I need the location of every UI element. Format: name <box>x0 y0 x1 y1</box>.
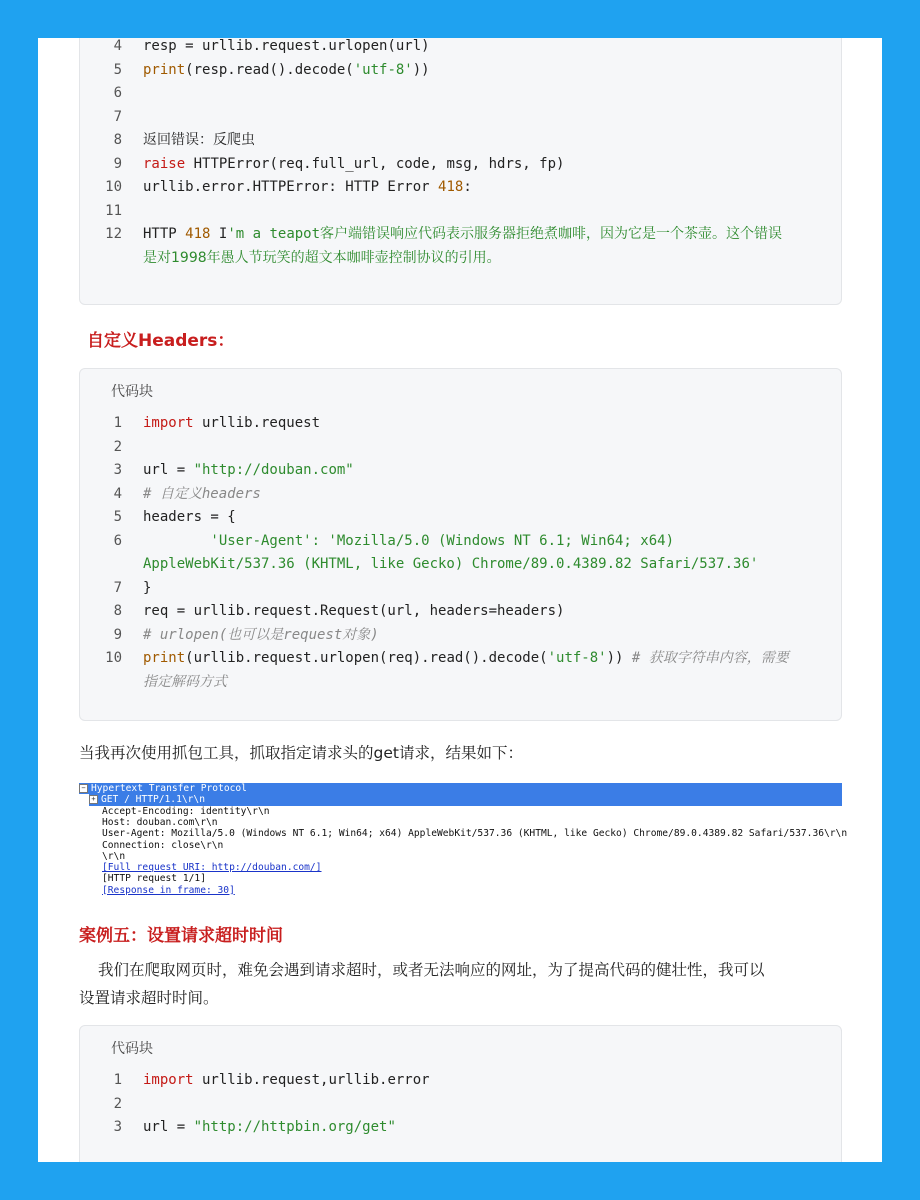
code-text: raise HTTPError(req.full_url, code, msg, hdrs, fp) <box>143 155 565 172</box>
code-text: import urllib.request <box>143 415 321 431</box>
capture-row[interactable] <box>102 851 865 862</box>
code-block-title: 代码块 <box>111 384 153 400</box>
capture-row[interactable] <box>79 783 842 794</box>
line-number: 9 <box>113 155 122 172</box>
capture-row-text: Accept-Encoding: identity\r\n <box>102 805 270 817</box>
line-number: 2 <box>113 1095 122 1112</box>
code-block-title: 代码块 <box>111 1041 153 1057</box>
code-text: req = urllib.request.Request(url, headers=headers) <box>143 603 565 619</box>
line-number: 6 <box>113 532 122 549</box>
line-number: 4 <box>113 485 122 502</box>
line-number: 2 <box>113 438 122 455</box>
code-comment: # urlopen(也可以是request对象) <box>143 626 379 643</box>
capture-row-text: Host: douban.com\r\n <box>102 816 218 828</box>
code-text: 返回错误：反爬虫 <box>143 132 255 148</box>
line-number: 7 <box>113 108 122 125</box>
line-number: 7 <box>113 579 122 596</box>
capture-row-text: \r\n <box>102 850 126 862</box>
capture-row[interactable] <box>89 794 842 805</box>
code-text: 'User-Agent': 'Mozilla/5.0 (Windows NT 6.1; Win64; x64) <box>143 532 675 549</box>
line-number: 3 <box>113 462 122 478</box>
code-block-1 <box>79 38 842 305</box>
capture-row[interactable] <box>102 885 865 896</box>
paragraph: 我们在爬取网页时，难免会遇到请求超时，或者无法响应的网址，为了提高代码的健壮性，我可以 <box>98 961 765 979</box>
line-number: 6 <box>113 85 122 101</box>
line-number: 3 <box>113 1119 122 1135</box>
code-text: 是对1998年愚人节玩笑的超文本咖啡壶控制协议的引用。 <box>143 249 501 266</box>
code-comment: # 自定义headers <box>143 485 261 502</box>
capture-row[interactable] <box>102 817 865 828</box>
code-text: print(resp.read().decode('utf-8')) <box>143 61 430 78</box>
capture-row[interactable] <box>102 806 865 817</box>
section-heading: 案例五：设置请求超时时间 <box>79 926 283 946</box>
collapse-icon[interactable]: − <box>79 784 88 793</box>
line-number: 9 <box>113 626 122 643</box>
code-comment: 指定解码方式 <box>143 673 227 690</box>
code-text: HTTP 418 I'm a teapot客户端错误响应代码表示服务器拒绝煮咖啡，因为它是一个茶壶。这个错误 <box>143 226 783 242</box>
capture-row-text: GET / HTTP/1.1\r\n <box>101 794 205 806</box>
capture-link[interactable]: [Response in frame: 30] <box>102 884 235 896</box>
capture-row[interactable] <box>102 840 865 851</box>
code-text: resp = urllib.request.urlopen(url) <box>143 38 430 54</box>
capture-row[interactable] <box>102 828 865 839</box>
line-number: 10 <box>105 650 122 666</box>
packet-capture-screenshot <box>79 783 848 899</box>
code-block-2 <box>79 368 842 721</box>
capture-row[interactable] <box>102 873 865 884</box>
capture-link[interactable]: [Full request URI: http://douban.com/] <box>102 862 322 874</box>
capture-row-text: [HTTP request 1/1] <box>102 873 206 885</box>
paragraph: 当我再次使用抓包工具，抓取指定请求头的get请求，结果如下： <box>79 744 523 762</box>
capture-row-text: Hypertext Transfer Protocol <box>91 783 247 794</box>
article-page <box>38 38 882 1162</box>
line-number: 5 <box>113 509 122 525</box>
code-text: print(urllib.request.urlopen(req).read().decode('utf-8')) # 获取字符串内容，需要 <box>143 650 789 666</box>
paragraph: 设置请求超时时间。 <box>79 989 219 1007</box>
code-text: urllib.error.HTTPError: HTTP Error 418: <box>143 179 472 195</box>
line-number: 11 <box>105 202 122 219</box>
code-text: import urllib.request,urllib.error <box>143 1072 430 1088</box>
section-heading: 自定义Headers： <box>87 331 235 351</box>
line-number: 5 <box>113 61 122 78</box>
line-number: 1 <box>113 1072 122 1088</box>
code-text: url = "http://douban.com" <box>143 462 354 478</box>
line-number: 1 <box>113 415 122 431</box>
capture-row-text: User-Agent: Mozilla/5.0 (Windows NT 6.1; Win64; x64) AppleWebKit/537.36 (KHTML, like Gecko) Chrome/89.0.4389.82 Safari/537.36\r\n <box>102 828 848 840</box>
capture-row[interactable] <box>102 862 865 873</box>
code-block-3 <box>79 1025 842 1162</box>
code-text: headers = { <box>143 509 236 525</box>
code-text: AppleWebKit/537.36 (KHTML, like Gecko) Chrome/89.0.4389.82 Safari/537.36' <box>143 556 759 572</box>
code-text: } <box>143 579 152 596</box>
expand-icon[interactable]: + <box>89 795 98 804</box>
line-number: 8 <box>113 132 122 148</box>
capture-row-text: Connection: close\r\n <box>102 839 224 851</box>
line-number: 10 <box>105 179 122 195</box>
line-number: 4 <box>113 38 122 54</box>
line-number: 8 <box>113 603 122 619</box>
line-number: 12 <box>105 226 122 242</box>
code-text: url = "http://httpbin.org/get" <box>143 1119 396 1135</box>
